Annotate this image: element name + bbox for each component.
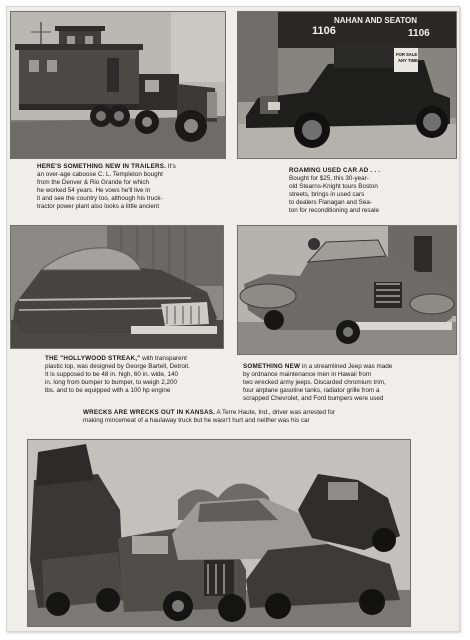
caption-line: it and see the country too, although his truck- xyxy=(37,195,163,203)
shop-number-right: 1106 xyxy=(408,28,430,39)
caption-line: four airplane gasoline tanks, radiator grille from a xyxy=(243,387,380,395)
caption-line: he worked 54 years. He vows he'll live in xyxy=(37,187,151,195)
caption-line: old Stearns-Knight tours Boston xyxy=(289,183,378,191)
caption-line: streets, brings in used cars xyxy=(289,191,365,199)
shop-number-left: 1106 xyxy=(312,25,336,37)
caption-line: in. long from bumper to bumper, to weigh 2,200 xyxy=(45,379,177,387)
caption-line: plastic top, was designed by George Bartell, Detroit. xyxy=(45,363,190,371)
caption-line: with transparent xyxy=(142,355,187,362)
caption-trailers-heading: HERE'S SOMETHING NEW IN TRAILERS. xyxy=(37,163,167,170)
caption-line: an over-age caboose C. L. Templeton bought xyxy=(37,171,163,179)
caption-line: to dealers Flanagan and Sea- xyxy=(289,199,372,207)
caption-line: two wrecked army jeeps. Discarded chromium trim, xyxy=(243,379,386,387)
caption-jeep-heading: SOMETHING NEW xyxy=(243,363,301,370)
trailer-photo xyxy=(10,11,226,159)
caption-line: making mincemeat of a haulaway truck but he wasn't hurt and neither was his car xyxy=(83,417,310,425)
caption-hollywood xyxy=(45,355,229,395)
streamlined-jeep-photo xyxy=(237,225,457,355)
shop-sign-text: NAHAN AND SEATON xyxy=(334,16,417,25)
caption-line: by ordnance maintenance men in Hawaii from xyxy=(243,371,372,379)
caption-roaming-heading: ROAMING USED CAR AD . . . xyxy=(289,167,381,174)
roaming-car-photo xyxy=(237,11,457,159)
svg-text:FOR SALE: FOR SALE xyxy=(396,52,418,57)
wrecks-photo xyxy=(27,439,411,627)
caption-line: A Terre Haute, Ind., driver was arrested for xyxy=(216,409,336,416)
caption-line: lbs. and to be equipped with a 100 hp engine xyxy=(45,387,171,395)
caption-line: Bought for $25, this 30-year- xyxy=(289,175,369,183)
caption-line: tractor power plant also looks a little ancient xyxy=(37,203,160,211)
caption-jeep xyxy=(243,363,455,403)
caption-trailers xyxy=(37,163,225,212)
caption-line: It is supposed to be 48 in. high, 60 in. wide, 140 xyxy=(45,371,179,379)
caption-hollywood-heading: THE "HOLLYWOOD STREAK," xyxy=(45,355,141,362)
svg-text:ANY TIME: ANY TIME xyxy=(398,58,418,63)
caption-line: It's xyxy=(167,163,176,170)
caption-line: from the Denver & Rio Grande for which xyxy=(37,179,149,187)
caption-wrecks xyxy=(83,409,383,425)
caption-roaming xyxy=(289,167,459,216)
magazine-page xyxy=(6,6,460,632)
caption-line: scrapped Chevrolet, and Ford bumpers were used xyxy=(243,395,384,403)
caption-line: ton for reconditioning and resale xyxy=(289,207,379,215)
caption-line: in a streamlined Jeep was made xyxy=(301,363,393,370)
caption-wrecks-heading: WRECKS ARE WRECKS OUT IN KANSAS. xyxy=(83,409,216,416)
hollywood-streak-photo xyxy=(10,225,224,349)
